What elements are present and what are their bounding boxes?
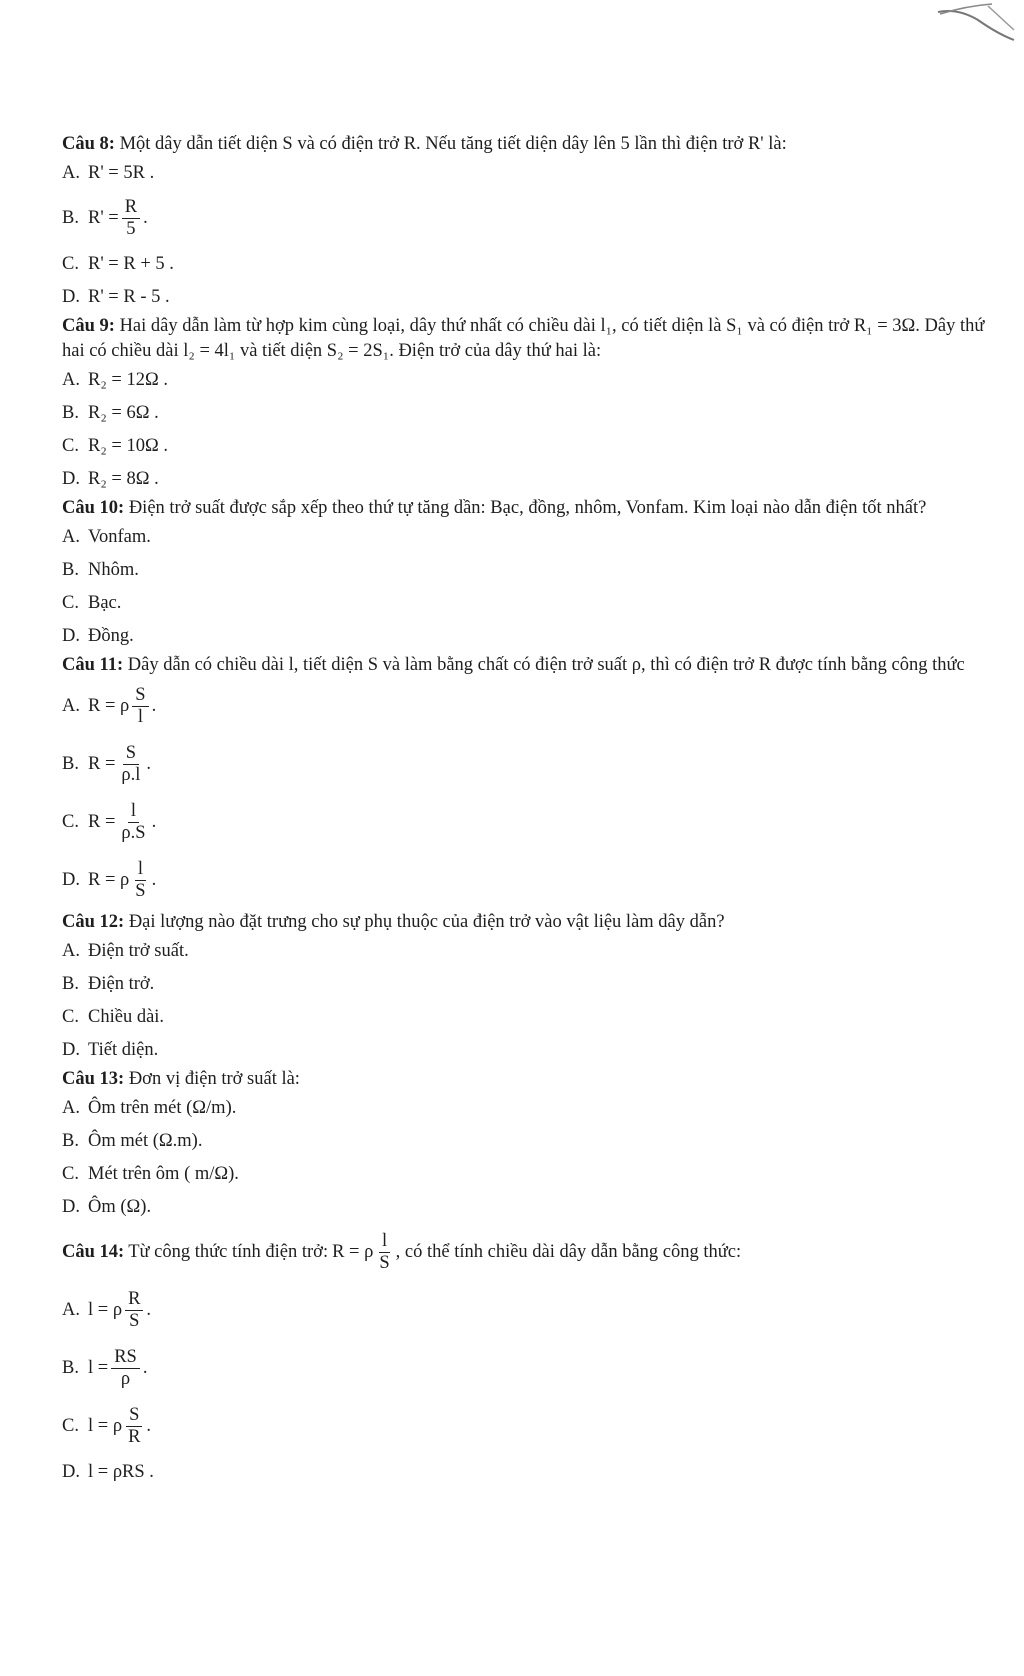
q10-option-a[interactable]: A. Vonfam. <box>62 526 151 547</box>
question-13-stem <box>62 1067 1002 1092</box>
fraction: $\frac{l}{\rho.S}$ <box>121 801 146 844</box>
q9-option-c[interactable]: C. R₂ = 10Ω . <box>62 435 168 456</box>
question-12-stem <box>62 910 1002 935</box>
question-9 <box>62 314 1002 496</box>
q8-option-b[interactable]: B. R' = $\frac{R}{5}$ . <box>62 197 148 240</box>
q9-option-b[interactable]: B. R₂ = 6Ω . <box>62 402 159 423</box>
q11-option-d[interactable]: D. R = ρ $\frac{l}{S}$ . <box>62 859 157 902</box>
fraction: $\frac{S}{l}$ <box>132 685 148 729</box>
question-11-stem <box>62 653 1002 678</box>
question-11-label: Câu 11: <box>62 654 124 675</box>
question-8-stem <box>62 132 1002 157</box>
q8-option-a[interactable]: A. R' = 5R . <box>62 162 155 183</box>
fraction: $\frac{R}{S}$ <box>125 1289 143 1333</box>
q12-option-b[interactable]: B. Điện trở. <box>62 973 155 994</box>
q12-option-d[interactable]: D. Tiết diện. <box>62 1039 159 1060</box>
question-14 <box>62 1224 1002 1489</box>
q10-option-c[interactable]: C. Bạc. <box>62 592 122 613</box>
question-8-label: Câu 8: <box>62 134 115 154</box>
q12-option-a[interactable]: A. Điện trở suất. <box>62 940 189 961</box>
q13-option-a[interactable]: A. Ôm trên mét (Ω/m). <box>62 1097 237 1118</box>
q9-option-d[interactable]: D. R₂ = 8Ω . <box>62 468 159 489</box>
question-12 <box>62 910 1002 1067</box>
fraction: $\frac{RS}{\rho}$ <box>111 1347 140 1391</box>
question-14-label: Câu 14: <box>62 1242 125 1263</box>
fraction: $\frac{l}{S}$ <box>135 859 146 902</box>
q9-option-a[interactable]: A. R₂ = 12Ω . <box>62 369 168 390</box>
q8-option-c[interactable]: C. R' = R + 5 . <box>62 253 174 274</box>
fraction: $\frac{S}{\rho.l}$ <box>121 743 141 786</box>
question-13-text: Đơn vị điện trở suất là: <box>128 1068 300 1089</box>
question-12-text: Đại lượng nào đặt trưng cho sự phụ thuộc của điện trở vào vật liệu làm dây dẫn? <box>128 911 725 932</box>
question-8 <box>62 132 1002 314</box>
q14-option-d[interactable]: D. l = ρRS . <box>62 1461 154 1482</box>
question-10-stem <box>62 496 1002 521</box>
question-9-text: Hai dây dẫn làm từ hợp kim cùng loại, dây thứ nhất có chiều dài l₁, có tiết diện là S₁ và có điện trở R₁ = 3Ω. Dây thứ hai có chiều dài l₂ = 4l₁ và tiết diện S₂ = 2S₁. Điện trở của dây thứ hai là: <box>62 315 985 361</box>
question-13 <box>62 1067 1002 1224</box>
question-11-text: Dây dẫn có chiều dài l, tiết diện S và làm bằng chất có điện trở suất ρ, thì có điện trở R được tính bằng công thức <box>127 654 965 675</box>
fraction: $\frac{S}{R}$ <box>128 1405 141 1448</box>
q8-option-d[interactable]: D. R' = R - 5 . <box>62 286 170 307</box>
pen-scribble-mark <box>918 0 1018 42</box>
q14-option-b[interactable]: B. l = $\frac{RS}{\rho}$ . <box>62 1347 148 1390</box>
question-14-stem: Câu 14: Từ công thức tính điện trở: R = ρ $\frac{l}{S}$ , có thể tính chiều dài dây dẫn bằng công thức: <box>62 1231 742 1274</box>
q14-option-c[interactable]: C. l = ρ $\frac{S}{R}$ . <box>62 1405 152 1448</box>
q11-option-c[interactable]: C. R = $\frac{l}{\rho.S}$ . <box>62 801 157 844</box>
q12-option-c[interactable]: C. Chiều dài. <box>62 1006 165 1027</box>
fraction: $\frac{l}{S}$ <box>379 1231 390 1274</box>
question-10 <box>62 496 1002 653</box>
question-13-label: Câu 13: <box>62 1068 125 1089</box>
q11-option-a[interactable]: A. R = ρ $\frac{S}{l}$ . <box>62 685 157 728</box>
question-document <box>62 132 1002 1489</box>
q13-option-d[interactable]: D. Ôm (Ω). <box>62 1196 152 1217</box>
q10-option-d[interactable]: D. Đồng. <box>62 625 134 646</box>
question-9-stem <box>62 314 1002 364</box>
question-12-label: Câu 12: <box>62 911 125 932</box>
q13-option-c[interactable]: C. Mét trên ôm ( m/Ω). <box>62 1163 239 1184</box>
question-9-label: Câu 9: <box>62 315 115 336</box>
question-8-text: Một dây dẫn tiết diện S và có điện trở R. Nếu tăng tiết diện dây lên 5 lần thì điện trở R' là: <box>119 134 787 154</box>
q10-option-b[interactable]: B. Nhôm. <box>62 559 139 580</box>
fraction: $\frac{R}{5}$ <box>122 197 140 241</box>
q13-option-b[interactable]: B. Ôm mét (Ω.m). <box>62 1130 203 1151</box>
q14-option-a[interactable]: A. l = ρ $\frac{R}{S}$ . <box>62 1289 152 1332</box>
question-10-label: Câu 10: <box>62 497 125 518</box>
q11-option-b[interactable]: B. R = $\frac{S}{\rho.l}$ . <box>62 743 152 786</box>
question-10-text: Điện trở suất được sắp xếp theo thứ tự tăng dần: Bạc, đồng, nhôm, Vonfam. Kim loại nào dẫn điện tốt nhất? <box>128 497 927 518</box>
question-11 <box>62 653 1002 910</box>
